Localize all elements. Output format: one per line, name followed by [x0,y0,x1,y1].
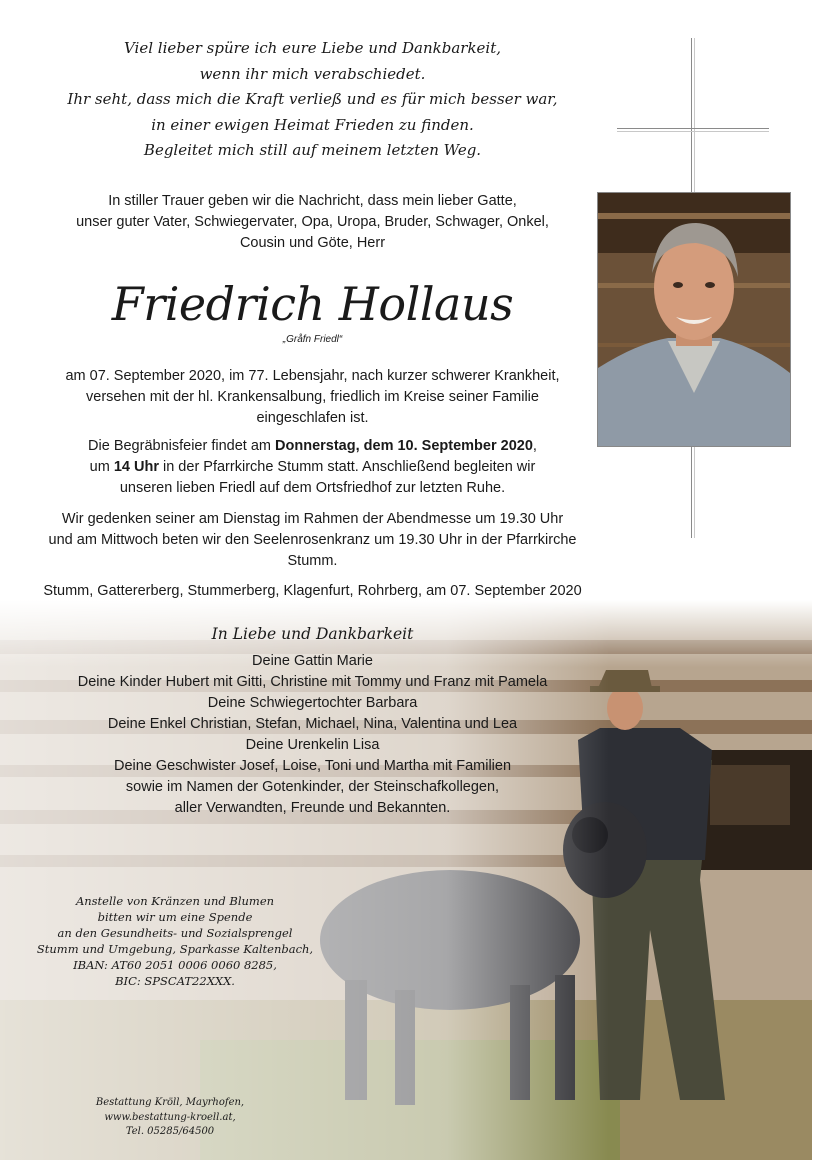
funeral-line-2 [20,457,605,478]
family-line: Deine Geschwister Josef, Loise, Toni und Martha mit Familien [113,758,512,774]
donation-line: BIC: SPSCAT22XXX. [115,974,235,988]
donation-line: IBAN: AT60 2051 0006 0060 8285, [73,958,277,972]
intro-text [40,191,585,254]
family-line: Deine Gattin Marie [252,653,373,669]
family-line: Deine Kinder Hubert mit Gitti, Christine mit Tommy und Franz mit Pamela [77,674,548,690]
funeral-time: 14 Uhr [113,459,159,475]
family-line: Deine Schwiegertochter Barbara [207,695,418,711]
intro-line: Cousin und Göte, Herr [239,235,386,251]
cross-horizontal-line-shadow [617,131,769,132]
poem-line: Begleitet mich still auf meinem letzten Weg. [143,141,482,159]
poem-line: wenn ihr mich verabschiedet. [199,64,426,83]
death-notice-line: versehen mit der hl. Krankensalbung, friedlich im Kreise seiner Familie [86,389,539,405]
funeral-comma: , [532,438,537,454]
death-notice-line: am 07. September 2020, im 77. Lebensjahr, nach kurzer schwerer Krankheit, [65,368,560,384]
donation-line: an den Gesundheits- und Sozialsprengel [57,926,293,940]
funeral-post: in der Pfarrkirche Stumm statt. Anschließend begleiten wir [158,459,536,475]
family-line: Deine Enkel Christian, Stefan, Michael, Nina, Valentina und Lea [107,716,518,732]
place-date: Stumm, Gattererberg, Stummerberg, Klagenfurt, Rohrberg, am 07. September 2020 [43,583,582,599]
undertaker-phone[interactable]: Tel. 05285/64500 [125,1126,215,1137]
funeral-um: um [89,459,114,475]
intro-line: unser guter Vater, Schwiegervater, Opa, Uropa, Bruder, Schwager, Onkel, [76,214,549,230]
undertaker-website[interactable]: www.bestattung-kroell.at, [104,1111,236,1123]
family-heading: In Liebe und Dankbarkeit [211,625,414,643]
funeral-line-1 [20,436,605,457]
poem-line: in einer ewigen Heimat Frieden zu finden. [151,115,474,134]
funeral-line-3: unseren lieben Friedl auf dem Ortsfriedhof zur letzten Ruhe. [119,480,506,496]
memorial-line: Stumm. [287,553,338,569]
donation-note [30,893,320,989]
family-line: aller Verwandten, Freunde und Bekannten. [174,800,451,816]
undertaker-info [60,1096,280,1140]
family-line: sowie im Namen der Gotenkinder, der Steinschafkollegen, [125,779,500,795]
undertaker-line: Bestattung Kröll, Mayrhofen, [95,1097,245,1108]
death-notice [20,366,605,429]
memorial-info [20,509,605,572]
donation-line: Stumm und Umgebung, Sparkasse Kaltenbach, [36,942,314,956]
poem-line: Ihr seht, dass mich die Kraft verließ und es für mich besser war, [67,90,558,108]
deceased-nickname: „Gråfn Friedl“ [282,334,343,345]
family-line: Deine Urenkelin Lisa [245,737,380,753]
memorial-line: und am Mittwoch beten wir den Seelenrosenkranz um 19.30 Uhr in der Pfarrkirche [48,532,577,548]
cross-horizontal-line [617,128,769,129]
poem [40,36,585,164]
funeral-pre: Die Begräbnisfeier findet am [88,438,276,454]
family-list [40,624,585,819]
portrait-photo [597,192,791,447]
donation-line: bitten wir um eine Spende [97,910,253,924]
intro-line: In stiller Trauer geben wir die Nachricht, dass mein lieber Gatte, [108,193,517,209]
death-notice-line: eingeschlafen ist. [256,410,369,426]
poem-line: Viel lieber spüre ich eure Liebe und Dankbarkeit, [123,39,502,57]
funeral-info [20,436,605,499]
donation-line: Anstelle von Kränzen und Blumen [75,894,275,908]
memorial-line: Wir gedenken seiner am Dienstag im Rahmen der Abendmesse um 19.30 Uhr [61,511,564,527]
funeral-date: Donnerstag, dem 10. September 2020 [275,438,533,454]
deceased-name: Friedrich Hollaus [111,277,514,331]
